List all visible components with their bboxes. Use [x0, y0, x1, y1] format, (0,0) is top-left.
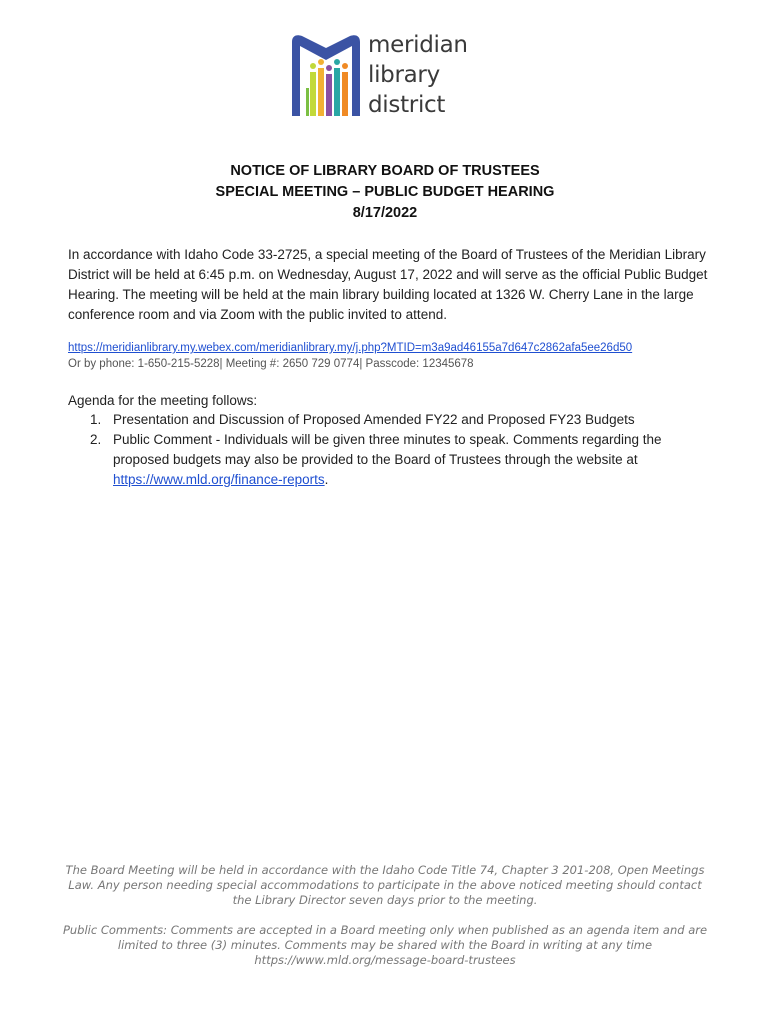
agenda-list [68, 410, 708, 490]
title-line-2: SPECIAL MEETING – PUBLIC BUDGET HEARING [215, 184, 555, 200]
logo-bar-3 [326, 74, 332, 116]
agenda-item-number: 1. [90, 412, 102, 427]
logo-bar-4 [334, 68, 340, 116]
open-meetings-note: The Board Meeting will be held in accordance with the Idaho Code Title 74, Chapter 3 201-208, Open Meetings Law. Any person needing special accommodations to participate in the above noticed meeting should contact the Library Director seven days prior to the meeting. [65, 863, 705, 907]
agenda-item-number: 2. [90, 432, 102, 447]
logo-bar-5 [342, 72, 348, 116]
agenda-item-text: Public Comment - Individuals will be given three minutes to speak. Comments regarding the proposed budgets may also be provided to the Board of Trustees through the website at [113, 432, 662, 467]
logo-word-district: district [368, 92, 446, 118]
title-line-1: NOTICE OF LIBRARY BOARD OF TRUSTEES [230, 163, 540, 179]
phone-details: Or by phone: 1-650-215-5228| Meeting #: 2650 729 0774| Passcode: 12345678 [68, 358, 474, 370]
logo-word-library: library [368, 62, 440, 88]
meeting-paragraph: In accordance with Idaho Code 33-2725, a special meeting of the Board of Trustees of the Meridian Library District will be held at 6:45 p.m. on Wednesday, August 17, 2022 and will serve as the official Public Budget Hearing. The meeting will be held at the main library building located at 1326 W. Cherry Lane in the large conference room and via Zoom with the public invited to attend. [68, 247, 708, 322]
agenda-intro: Agenda for the meeting follows: [68, 393, 258, 408]
agenda-item-period: . [324, 472, 329, 487]
webex-meeting-link[interactable]: https://meridianlibrary.my.webex.com/meridianlibrary.my/j.php?MTID=m3a9ad46155a7d647c2862afa5ee26d50 [68, 342, 633, 354]
title-date: 8/17/2022 [352, 205, 418, 221]
public-comments-note: Public Comments: Comments are accepted in a Board meeting only when published as an agenda item and are limited to three (3) minutes. Comments may be shared with the Board in writing at any time https://www.mld.org/message-board-trustees [62, 923, 708, 967]
logo-bar-2 [318, 68, 324, 116]
logo-wordmark [368, 30, 468, 120]
finance-reports-link[interactable]: https://www.mld.org/finance-reports [113, 472, 325, 487]
agenda-item [68, 430, 708, 490]
logo-word-meridian: meridian [368, 32, 468, 58]
logo-bar-6 [306, 88, 309, 116]
agenda-item [68, 410, 708, 430]
notice-title [0, 161, 770, 224]
logo-bar-1 [310, 72, 316, 116]
agenda-item-text: Presentation and Discussion of Proposed Amended FY22 and Proposed FY23 Budgets [113, 412, 635, 427]
